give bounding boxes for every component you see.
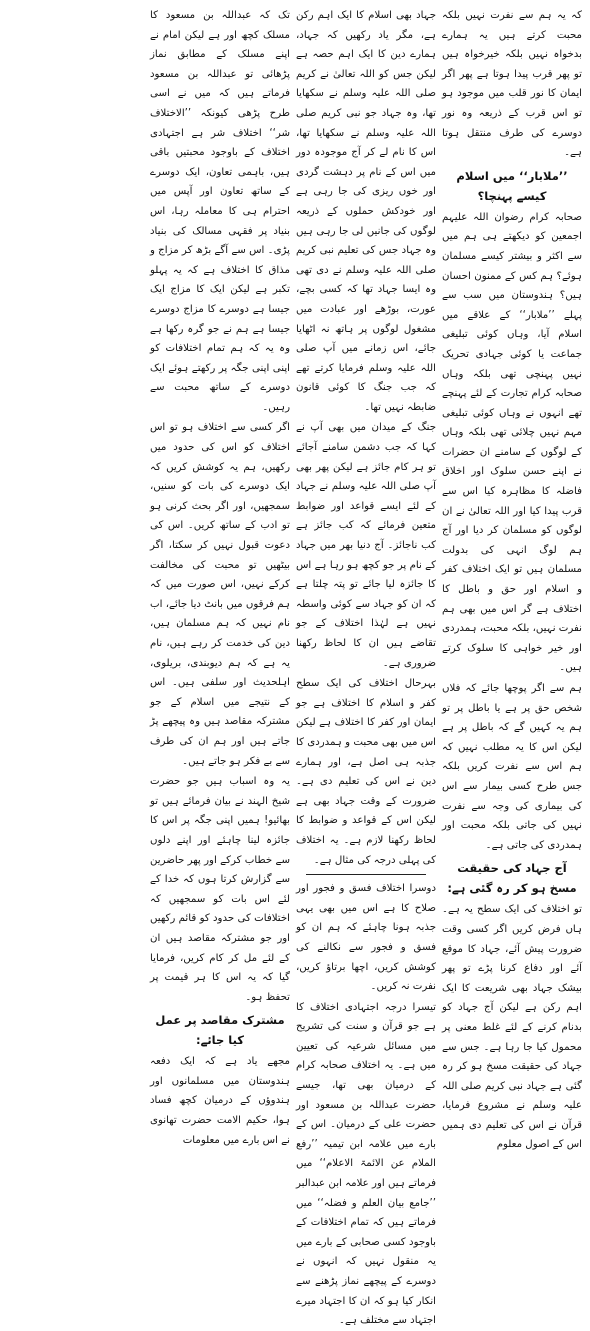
paragraph: جہاد بھی اسلام کا ایک اہم رکن ہے، مگر یاد رکھیں کہ جہاد، ہمارے دین کا ایک اہم حصہ ہے لیکن جس کو اللہ تعالیٰ نے کریم صلی اللہ علیہ وسلم نے سکھایا تھا، وہ جہاد جو نبی کریم صلی اللہ علیہ وسلم نے سکھایا تھا، اس کا نام لے کر آج موجودہ دور میں اس کے نام پر دہشت گردی اور خوں ریزی کی جا رہی ہے اور خودکش حملوں کے ذریعہ لوگوں کی جانیں لی جا رہی ہیں وہ جہاد جس کی تعلیم نبی کریم صلی اللہ علیہ وسلم نے دی تھی وہ ایسا جہاد تھا کہ کسی بچے، عورت، بوڑھے اور عبادت میں مشغول لوگوں پر ہاتھ نہ اٹھایا جائے، اس زمانے میں آپ صلی اللہ علیہ وسلم فرمایا کرتے تھے کہ جب جنگ کا کوئی قانون ضابطہ نہیں تھا۔: [296, 10, 436, 413]
paragraph: اگر کسی سے اختلاف ہو تو اس اختلاف کو اس کی حدود میں رکھیں، ہم یہ کوشش کریں کہ ایک دوسرے کی بات کو سنیں، سمجھیں، اور اگر بحث کرنی ہو تو ادب کے ساتھ کریں۔ اس کی دعوت قبول نہیں کر سکتا، اگر بیٹھیں تو محبت کی مخالفت کرکے نہیں، اس صورت میں کہ ہم فرقوں میں بانٹ دیا جائے، اب نام نہیں کہ ہم مسلمان ہیں، دین کی خدمت کر رہے ہیں، نام یہ ہے کہ ہم دیوبندی، بریلوی، اہلحدیث اور سلفی ہیں۔ اس کے نتیجے میں اسلام کے جو مشترکہ مقاصد ہیں وہ پیچھے پڑ جاتے ہیں اور ہم ان کی طرف سے بے فکر ہو جاتے ہیں۔: [150, 422, 290, 767]
text-column-1: [442, 6, 582, 1151]
paragraph: کہ یہ ہم سے نفرت نہیں بلکہ محبت کرتے ہیں یہ ہمارے بدخواہ نہیں بلکہ خیرخواہ ہیں تو پھر قرب پیدا ہوتا ہے پھر اگر ایمان کا نور قلب میں موجود ہو تو اس قرب کے ذریعہ وہ نور دوسرے کی طرف منتقل ہوتا ہے۔: [442, 10, 582, 159]
divider: [306, 874, 426, 875]
paragraph: تیسرا درجہ اجتہادی اختلاف کا ہے جو قرآن و سنت کی تشریح میں مسائل شرعیہ کی تعیین میں ہے۔ یہ اختلاف صحابہ کرام کے درمیان بھی تھا، جیسے حضرت عبداللہ بن مسعود اور حضرت علی کے درمیان۔ اس کے بارے میں علامہ ابن تیمیہ ’’رفع الملام عن الائمۃ الاعلام‘‘ میں فرماتے ہیں اور علامہ ابن عبدالبر ’’جامع بیان العلم و فضلہ‘‘ میں فرماتے ہیں کہ تمام اختلافات کے باوجود کسی صحابی کے بارے میں یہ منقول نہیں کہ انہوں نے دوسرے کے پیچھے نماز پڑھنے سے انکار کیا ہو کہ ان کا اجتہاد میرے اجتہاد سے مختلف ہے۔: [296, 1001, 436, 1327]
paragraph: تک کہ عبداللہ بن مسعود کا مسلک کچھ اور ہے لیکن امام نے اپنے مسلک کے مطابق نماز پڑھائی تو عبداللہ بن مسعود فرماتے ہیں کہ میں نے اسی طرح پڑھی کیونکہ ’’الاختلاف شر‘‘ اختلاف شر ہے اجتہادی اختلاف کے باوجود محبتیں باقی ہیں، باہمی تعاون، ایک دوسرے کے ساتھ تعاون اور آپس میں احترام ہی کا معاملہ رہا، اس بنیاد پر فقہی مسالک کی بنیاد پڑی۔ اس سے آگے بڑھ کر مزاج و مذاق کا اختلاف ہے کہ یہ پہلو تکبر ہے لیکن ایک کا مزاج ایک جیسا ہے دوسرے کا مزاج دوسرے جیسا ہے ہم نے جو گرہ رکھا ہے وہ یہ کہ ہم تمام اختلافات کو اپنی اپنی جگہ پر رکھتے ہوئے ایک دوسرے کے ساتھ محبت سے رہیں۔: [150, 10, 290, 413]
paragraph: ہم سے اگر پوچھا جائے کہ فلاں شخص حق پر ہے یا باطل پر تو ہم یہ کہیں گے کہ باطل پر ہے لیکن اس کا یہ مطلب نہیں کہ ہم اس سے نفرت کریں بلکہ جس طرح کسی بیمار سے اس کی بیماری کی وجہ سے نفرت نہیں کی جاتی بلکہ محبت اور ہمدردی کی جاتی ہے۔: [442, 683, 582, 851]
paragraph: تو اختلاف کی ایک سطح یہ ہے۔ ہاں فرض کریں اگر کسی وقت ضرورت پیش آئے، جہاد کا موقع آئے اور دفاع کرنا پڑے تو پھر بیشک جہاد بھی شریعت کا ایک اہم رکن ہے لیکن آج جہاد کو بدنام کرنے کے لئے غلط معنی پر محمول کیا جا رہا ہے۔ جس سے جہاد کی حقیقت مسخ ہو کر رہ گئی ہے جہاد نبی کریم صلی اللہ علیہ وسلم نے مشروع فرمایا، قرآن نے اس کی تعلیم دی ہمیں اس کے اصول معلوم: [442, 904, 582, 1151]
section-heading: ’’ملابار‘‘ میں اسلام کیسے پہنچا؟: [456, 168, 568, 203]
paragraph: صحابہ کرام رضوان اللہ علیہم اجمعین کو دیکھتے ہی ہم میں سے اکثر و بیشتر کیسے مسلمان ہوئے؟ ہم کس کے ممنون احسان ہیں؟ ہندوستان میں سب سے پہلے ’’ملابار‘‘ کے علاقے میں اسلام آیا، وہاں کوئی تبلیغی جماعت یا کوئی جہادی تحریک نہیں پہنچی تھی بلکہ وہاں صحابہ کرام تجارت کے لئے پہنچے تھے انہوں نے وہاں کوئی تبلیغی مہم نہیں چلائی تھی بلکہ وہاں کے لوگوں کے سامنے ان حضرات نے اپنے حسن سلوک اور اخلاق فاضلہ کا مظاہرہ کیا اس سے قرب پیدا کیا اور اللہ تعالیٰ نے ان لوگوں کو مسلمان کر دیا اور آج ہم لوگ انہی کی بدولت مسلمان ہیں تو ایک اختلاف کفر و اسلام اور حق و باطل کا اختلاف ہے گر اس میں بھی ہم نفرت نہیں، بلکہ محبت، ہمدردی اور خیر خواہی کا سلوک کرتے ہیں۔: [442, 211, 582, 674]
text-column-3: [150, 6, 290, 1146]
paragraph: مجھے یاد ہے کہ ایک دفعہ ہندوستان میں مسلمانوں اور ہندوؤں کے درمیان کچھ فساد ہوا، حکیم الامت حضرت تھانوی نے اس بارے میں معلومات: [150, 1056, 290, 1146]
paragraph: دوسرا اختلاف فسق و فجور اور صلاح کا ہے اس میں بھی یہی جذبہ ہونا چاہئے کہ ہم ان کو فسق و فجور سے نکالنے کی کوشش کریں، اچھا برتاؤ کریں، نفرت نہ کریں۔: [296, 883, 436, 993]
section-heading: آج جہاد کی حقیقت مسخ ہو کر رہ گئی ہے:: [447, 861, 577, 896]
paragraph: جنگ کے میدان میں بھی آپ نے کہا کہ جب دشمن سامنے آجائے تو ہر کام جائز ہے لیکن پھر بھی آپ صلی اللہ علیہ وسلم نے جہاد کے لئے ایسے قواعد اور ضوابط متعین فرمائے کہ کب جائز ہے کب ناجائز۔ آج دنیا بھر میں جہاد کے نام پر جو کچھ ہو رہا ہے اس کا جائزہ لیا جائے تو پتہ چلتا ہے کہ ان کو جہاد سے کوئی واسطہ نہیں ہے لہٰذا اختلاف کے جو تقاضے ہیں ان کا لحاظ رکھنا ضروری ہے۔: [296, 422, 436, 669]
section-heading: مشترک مقاصد پر عمل کیا جائے:: [155, 1013, 285, 1048]
text-column-2: [296, 6, 436, 1327]
paragraph: بہرحال اختلاف کی ایک سطح کفر و اسلام کا اختلاف ہے جو ایمان اور کفر کا اختلاف ہے لیکن اس میں بھی محبت و ہمدردی کا جذبہ ہی اصل ہے، اور ہمارے دین نے اس کی تعلیم دی ہے۔ ضرورت کے وقت جہاد بھی ہے لیکن اس کے قواعد و ضوابط کا لحاظ رکھنا لازم ہے۔ یہ اختلاف کی پہلی درجہ کی مثال ہے۔: [296, 678, 436, 866]
paragraph: یہ وہ اسباب ہیں جو حضرت شیخ الہند نے بیان فرمائے ہیں تو بھائیو! ہمیں اپنی جگہ پر اس کا جائزہ لینا چاہئے اور اپنے دلوں سے خطاب کرکے اور پھر حاضرین سے گزارش کرتا ہوں کہ خدا کے لئے اس بات کو سمجھیں کہ اختلافات کی حدود کو قائم رکھیں اور جو مشترکہ مقاصد ہیں ان کے لئے مل کر کام کریں، فرمایا گیا کہ یہ اس کا ہر قیمت پر تحفظ ہو۔: [150, 776, 290, 1003]
